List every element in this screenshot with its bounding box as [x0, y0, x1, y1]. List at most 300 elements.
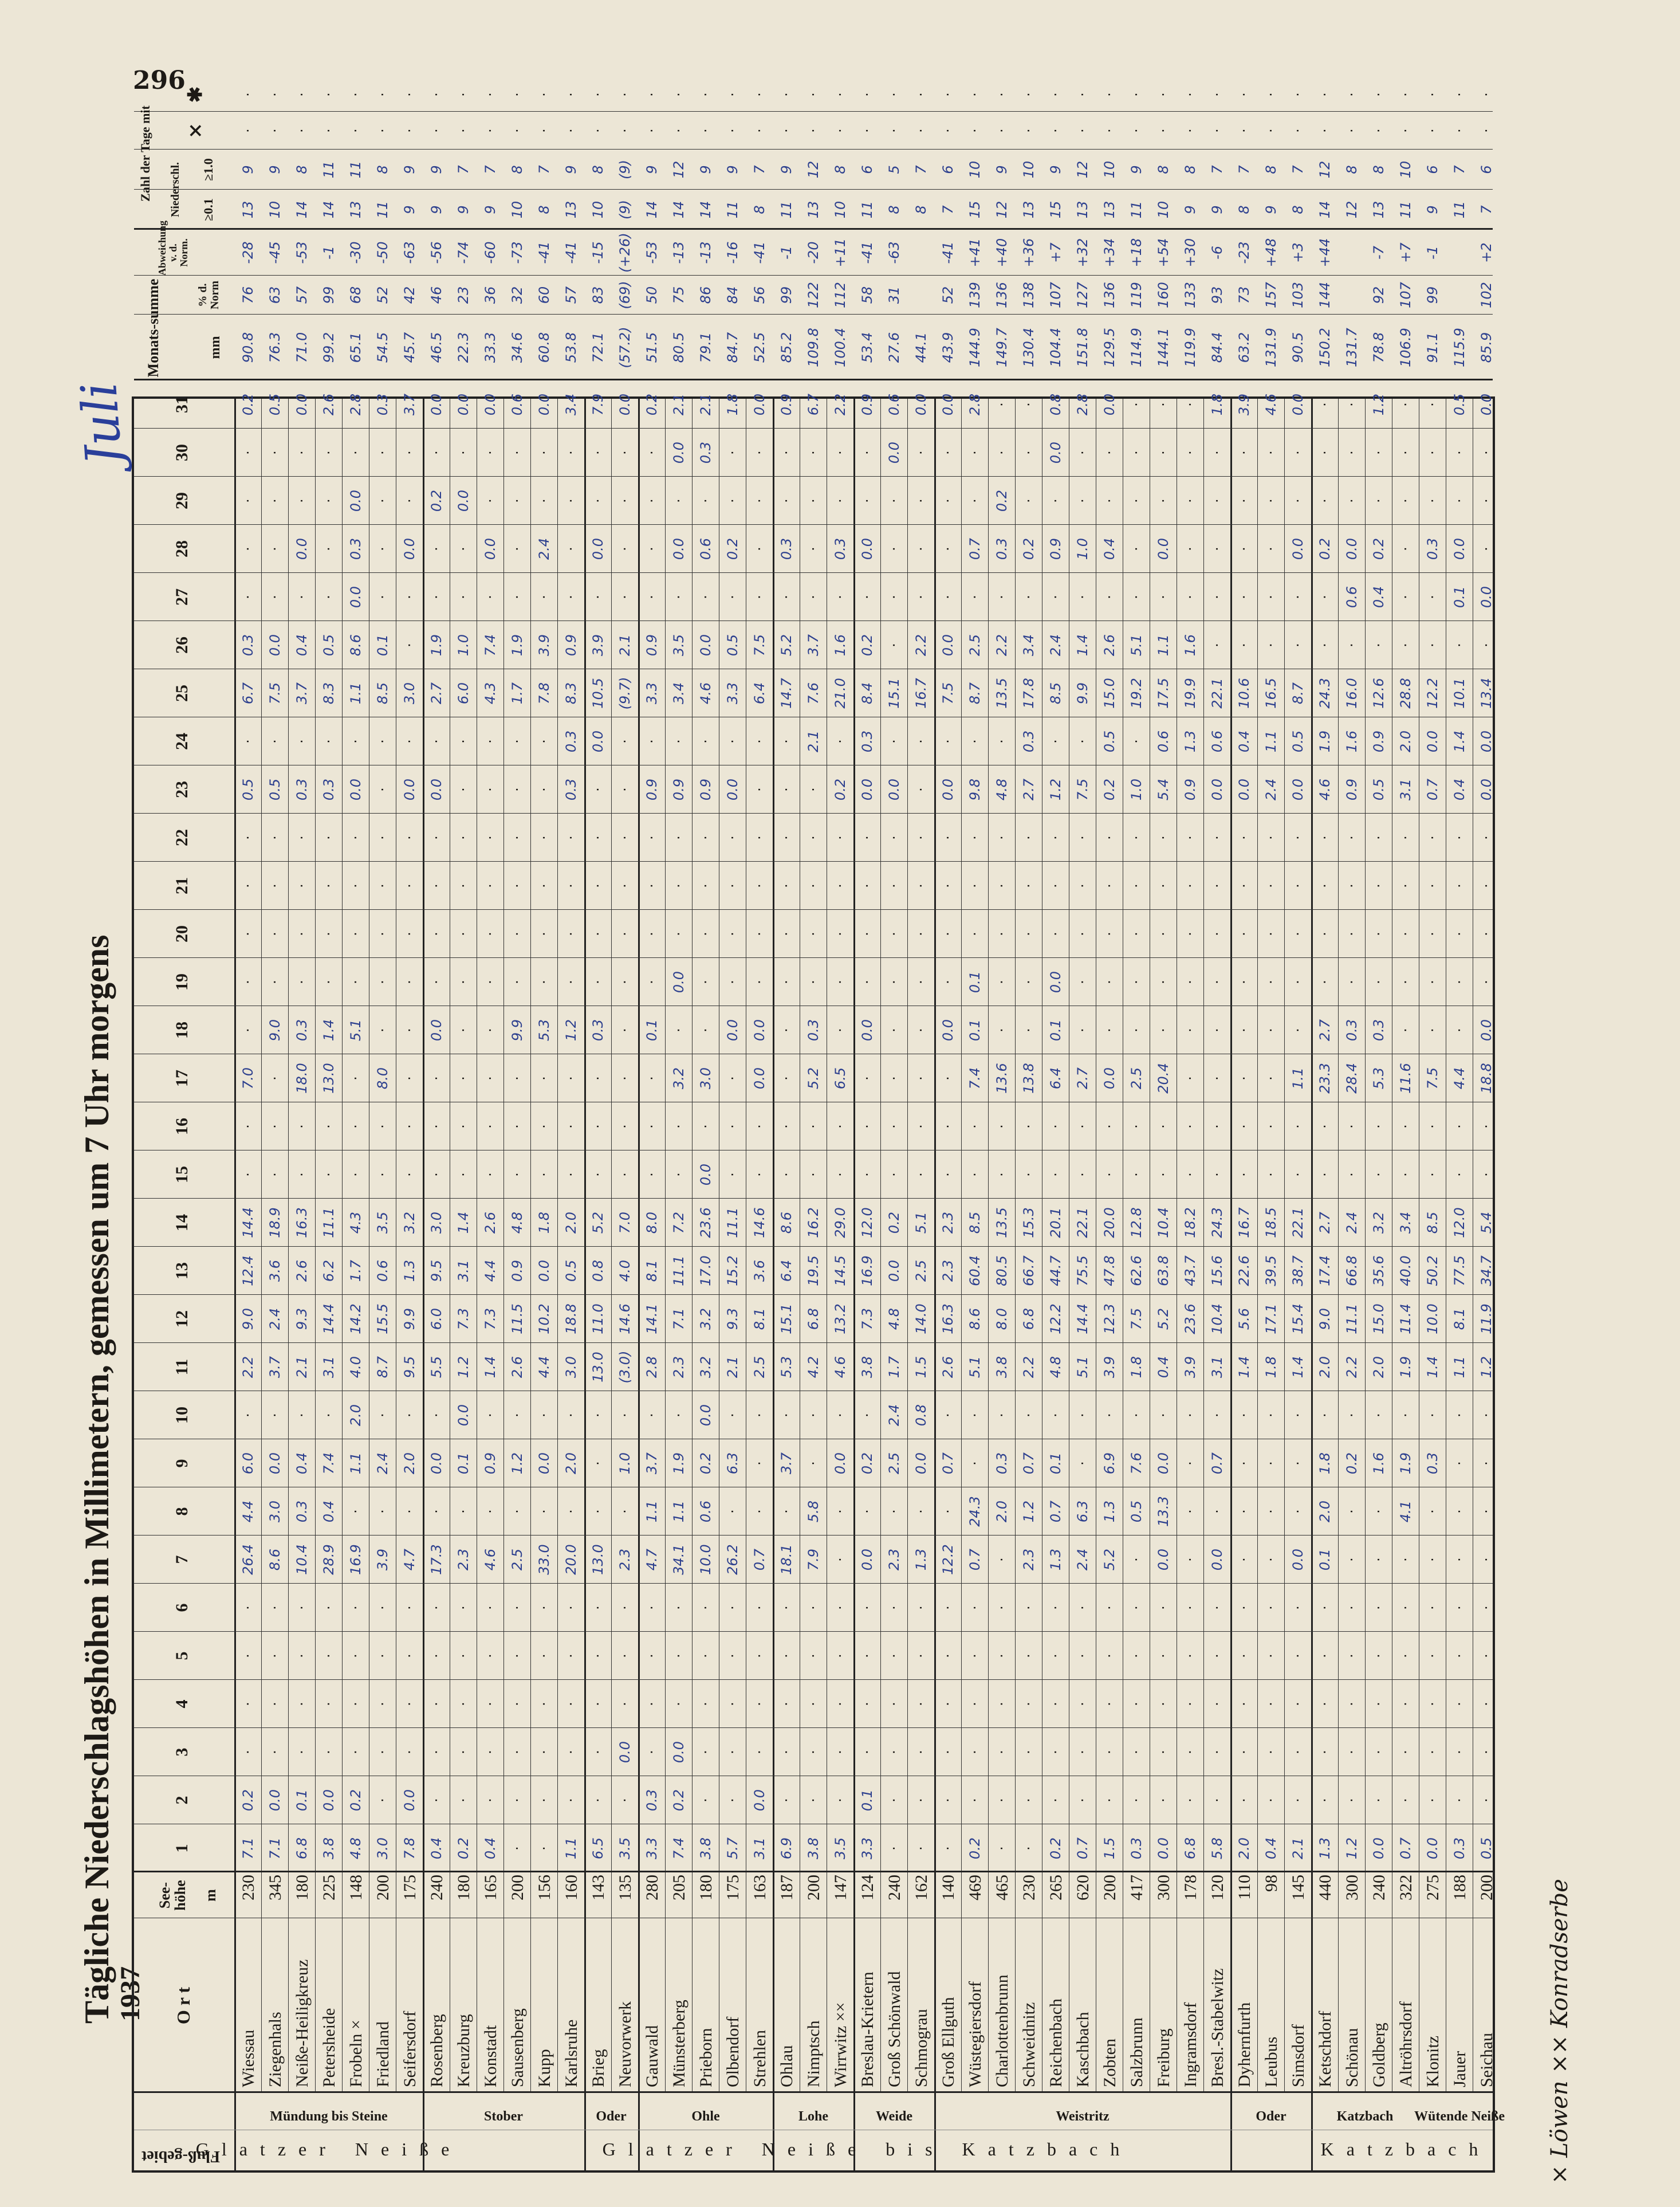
daily-precip-cell: 3.9 — [1236, 393, 1252, 416]
daily-precip-cell: · — [1101, 498, 1118, 503]
daily-precip-cell: · — [859, 883, 875, 888]
daily-precip-cell: 0.3 — [1451, 1837, 1467, 1860]
daily-precip-cell: · — [1182, 1461, 1198, 1466]
daily-precip-cell: · — [778, 932, 794, 936]
daily-precip-cell: · — [1021, 1605, 1037, 1610]
daily-precip-cell: · — [1048, 595, 1064, 599]
station-elevation: 440 — [1316, 1875, 1335, 1900]
daily-precip-cell: 17.1 — [1263, 1303, 1279, 1334]
daily-precip-cell: · — [1425, 1124, 1441, 1129]
station-elevation: 163 — [750, 1875, 769, 1900]
daily-precip-cell: 1.1 — [1155, 634, 1171, 657]
station-name: Schönau — [1343, 2028, 1362, 2087]
daily-precip-cell: · — [913, 739, 929, 744]
month-annotation: Juli — [70, 380, 133, 468]
daily-precip-cell: · — [617, 1702, 633, 1706]
summary-d01-cell: 14 — [294, 201, 310, 219]
daily-precip-cell: 5.1 — [913, 1211, 929, 1234]
station-name: Wirrwitz ×× — [831, 2002, 850, 2087]
daily-precip-cell: · — [1075, 1124, 1091, 1129]
daily-precip-cell: · — [590, 1076, 606, 1081]
daily-precip-cell: 1.9 — [509, 634, 525, 657]
daily-precip-cell: · — [509, 1509, 525, 1514]
daily-precip-cell: · — [698, 1654, 714, 1658]
daily-precip-cell: 20.4 — [1155, 1063, 1171, 1094]
daily-precip-cell: 1.8 — [1128, 1356, 1144, 1379]
daily-precip-cell: 2.6 — [509, 1356, 525, 1379]
daily-precip-cell: · — [455, 883, 471, 888]
daily-precip-cell: · — [240, 1605, 256, 1610]
daily-precip-cell: 0.3 — [294, 1019, 310, 1042]
daily-precip-cell: 0.0 — [1344, 537, 1360, 560]
daily-precip-cell: · — [1317, 932, 1333, 936]
daily-precip-cell: · — [752, 450, 768, 455]
summary-mm-cell: 52.5 — [752, 332, 768, 363]
daily-precip-cell: 3.5 — [617, 1837, 633, 1860]
daily-precip-cell: 0.0 — [321, 1789, 337, 1812]
daily-precip-cell: 0.0 — [402, 1789, 418, 1812]
daily-precip-cell: 2.5 — [509, 1548, 525, 1571]
daily-precip-cell: 4.8 — [348, 1837, 364, 1860]
daily-precip-cell: · — [428, 835, 444, 840]
daily-precip-cell: · — [267, 932, 283, 936]
daily-precip-cell: · — [563, 1750, 579, 1754]
daily-precip-cell: · — [967, 883, 983, 888]
daily-precip-cell: 0.3 — [1371, 1019, 1387, 1042]
daily-precip-cell: · — [1048, 1605, 1064, 1610]
daily-precip-cell: · — [1182, 1413, 1198, 1417]
daily-precip-cell: · — [832, 1702, 848, 1706]
daily-precip-cell: · — [1317, 1654, 1333, 1658]
daily-precip-cell: · — [1182, 547, 1198, 551]
daily-precip-cell: · — [913, 1798, 929, 1802]
daily-precip-cell: · — [886, 1654, 902, 1658]
daily-precip-cell: · — [1209, 498, 1225, 503]
daily-precip-cell: · — [832, 1172, 848, 1177]
station-elevation: 469 — [966, 1875, 985, 1900]
daily-precip-cell: · — [1182, 1654, 1198, 1658]
summary-dev-cell: -1 — [778, 246, 794, 260]
daily-precip-cell: 12.2 — [1048, 1303, 1064, 1334]
daily-precip-cell: 4.7 — [402, 1548, 418, 1571]
daily-precip-cell: · — [428, 1413, 444, 1417]
daily-precip-cell: · — [832, 1413, 848, 1417]
daily-precip-cell: 2.1 — [294, 1356, 310, 1379]
summary-mm-cell: 22.3 — [455, 332, 471, 363]
daily-precip-cell: 0.0 — [455, 489, 471, 512]
daily-precip-cell: · — [725, 1076, 741, 1081]
day-header-12: 12 — [172, 1310, 191, 1328]
daily-precip-cell: 7.8 — [402, 1837, 418, 1860]
station-name: Sausenberg — [508, 2008, 527, 2087]
daily-precip-cell: · — [1128, 1750, 1144, 1754]
daily-precip-cell: 0.0 — [752, 393, 768, 416]
daily-precip-cell: · — [267, 1750, 283, 1754]
daily-precip-cell: 0.3 — [698, 441, 714, 464]
daily-precip-cell: 10.4 — [294, 1544, 310, 1575]
summary-thunder-cell: · — [321, 128, 337, 133]
daily-precip-cell: 1.0 — [1075, 537, 1091, 560]
summary-dev-cell: -56 — [428, 241, 444, 264]
daily-precip-cell: · — [967, 450, 983, 455]
daily-precip-cell: 4.8 — [994, 778, 1010, 801]
daily-precip-cell: · — [1290, 932, 1306, 936]
daily-precip-cell: 0.0 — [940, 778, 956, 801]
daily-precip-cell: 3.4 — [1021, 634, 1037, 657]
daily-precip-cell: · — [1371, 1413, 1387, 1417]
daily-precip-cell: · — [617, 1413, 633, 1417]
daily-precip-cell: 7.4 — [671, 1837, 687, 1860]
daily-precip-cell: 8.1 — [752, 1307, 768, 1330]
sub-river-label: Mündung bis Steine — [269, 2109, 388, 2124]
daily-precip-cell: · — [644, 1654, 660, 1658]
summary-snow-cell: · — [617, 92, 633, 97]
daily-precip-cell: 8.4 — [859, 682, 875, 705]
daily-precip-cell: · — [994, 1798, 1010, 1802]
daily-precip-cell: 14.2 — [348, 1303, 364, 1334]
summary-pct-cell: 86 — [698, 286, 714, 304]
station-elevation: 180 — [293, 1875, 312, 1900]
daily-precip-cell: · — [1425, 883, 1441, 888]
daily-precip-cell: 4.6 — [832, 1356, 848, 1379]
daily-precip-cell: · — [967, 1461, 983, 1466]
daily-precip-cell: 1.1 — [1263, 730, 1279, 753]
daily-precip-cell: 4.4 — [536, 1356, 552, 1379]
daily-precip-cell: · — [1263, 980, 1279, 984]
daily-precip-cell: · — [805, 932, 821, 936]
summary-thunder-cell: · — [1371, 128, 1387, 133]
daily-precip-cell: 7.6 — [1128, 1452, 1144, 1475]
daily-precip-cell: · — [1075, 1750, 1091, 1754]
daily-precip-cell: · — [967, 595, 983, 599]
summary-thunder-cell: · — [1344, 128, 1360, 133]
daily-precip-cell: · — [805, 595, 821, 599]
daily-precip-cell: 0.5 — [1290, 730, 1306, 753]
daily-precip-cell: · — [725, 1702, 741, 1706]
daily-precip-cell: · — [698, 980, 714, 984]
percent-norm-header: % d. Norm — [196, 281, 221, 309]
daily-precip-cell: · — [1048, 883, 1064, 888]
summary-pct-cell: 136 — [994, 282, 1010, 308]
daily-precip-cell: · — [1101, 1605, 1118, 1610]
daily-precip-cell: 0.0 — [1209, 778, 1225, 801]
daily-precip-cell: 0.2 — [1021, 537, 1037, 560]
daily-precip-cell: · — [321, 1750, 337, 1754]
summary-d01-cell: 8 — [752, 205, 768, 214]
summary-pct-cell: 107 — [1398, 282, 1414, 308]
summary-d01-cell: 11 — [778, 201, 794, 219]
daily-precip-cell: 1.7 — [348, 1259, 364, 1282]
daily-precip-cell: · — [967, 498, 983, 503]
daily-precip-cell: · — [1236, 883, 1252, 888]
summary-d10-cell: 7 — [482, 165, 498, 174]
daily-precip-cell: 11.6 — [1398, 1063, 1414, 1094]
daily-precip-cell: · — [1478, 1654, 1494, 1658]
daily-precip-cell: 6.0 — [455, 682, 471, 705]
daily-precip-cell: · — [994, 450, 1010, 455]
daily-precip-cell: 3.8 — [698, 1837, 714, 1860]
daily-precip-cell: · — [482, 932, 498, 936]
summary-thunder-cell: · — [725, 128, 741, 133]
daily-precip-cell: 7.3 — [859, 1307, 875, 1330]
daily-precip-cell: 22.6 — [1236, 1255, 1252, 1286]
daily-precip-cell: 8.6 — [348, 634, 364, 657]
day-header-31: 31 — [172, 396, 191, 413]
station-name: Reichenbach — [1046, 1998, 1065, 2087]
daily-precip-cell: · — [1290, 980, 1306, 984]
daily-precip-cell: · — [1290, 1702, 1306, 1706]
daily-precip-cell: 0.0 — [913, 393, 929, 416]
daily-precip-cell: 60.4 — [967, 1255, 983, 1286]
daily-precip-cell: · — [617, 1076, 633, 1081]
station-name: Salzbrunn — [1127, 2017, 1146, 2087]
daily-precip-cell: · — [1263, 547, 1279, 551]
summary-thunder-cell: · — [1425, 128, 1441, 133]
summary-snow-cell: · — [698, 92, 714, 97]
summary-d01-cell: 9 — [1263, 205, 1279, 214]
summary-pct-cell: 46 — [428, 286, 444, 304]
daily-precip-cell: 1.8 — [1317, 1452, 1333, 1475]
daily-precip-cell: · — [455, 1605, 471, 1610]
daily-precip-cell: · — [859, 1413, 875, 1417]
daily-precip-cell: · — [402, 883, 418, 888]
station-elevation: 180 — [454, 1875, 473, 1900]
daily-precip-cell: · — [913, 1702, 929, 1706]
daily-precip-cell: · — [536, 835, 552, 840]
daily-precip-cell: 0.0 — [1290, 393, 1306, 416]
summary-pct-cell: 133 — [1182, 282, 1198, 308]
daily-precip-cell: 2.6 — [321, 393, 337, 416]
daily-precip-cell: · — [886, 1076, 902, 1081]
daily-precip-cell: 16.9 — [348, 1544, 364, 1575]
daily-precip-cell: 0.6 — [1344, 586, 1360, 608]
header-rule — [234, 399, 236, 2170]
summary-d10-cell: 7 — [913, 165, 929, 174]
daily-precip-cell: · — [563, 1798, 579, 1802]
daily-precip-cell: · — [1290, 1028, 1306, 1032]
daily-precip-cell: · — [1021, 1798, 1037, 1802]
daily-precip-cell: · — [1075, 1172, 1091, 1177]
daily-precip-cell: · — [913, 1172, 929, 1177]
daily-precip-cell: 0.0 — [832, 1452, 848, 1475]
summary-snow-cell: · — [1101, 92, 1118, 97]
summary-thunder-cell: · — [536, 128, 552, 133]
daily-precip-cell: · — [1182, 1028, 1198, 1032]
daily-precip-cell: · — [1478, 1798, 1494, 1802]
daily-precip-cell: · — [617, 1028, 633, 1032]
daily-precip-cell: 28.8 — [1398, 678, 1414, 709]
daily-precip-cell: 0.0 — [590, 730, 606, 753]
summary-snow-cell: · — [859, 92, 875, 97]
daily-precip-cell: · — [1451, 1654, 1467, 1658]
station-name: Frobeln × — [347, 2020, 365, 2087]
daily-precip-cell: 3.5 — [671, 634, 687, 657]
daily-precip-cell: 11.1 — [725, 1207, 741, 1238]
daily-precip-cell: · — [671, 595, 687, 599]
daily-precip-cell: · — [375, 1413, 391, 1417]
summary-d01-cell: 10 — [590, 201, 606, 219]
daily-precip-cell: · — [644, 498, 660, 503]
daily-precip-cell: 6.5 — [832, 1067, 848, 1090]
daily-precip-cell: · — [1128, 595, 1144, 599]
summary-snow-cell: · — [455, 92, 471, 97]
daily-precip-cell: 3.4 — [1398, 1211, 1414, 1234]
daily-precip-cell: · — [1155, 1028, 1171, 1032]
summary-dev-cell: -7 — [1371, 246, 1387, 260]
daily-precip-cell: 2.0 — [348, 1404, 364, 1427]
daily-precip-cell: · — [1021, 932, 1037, 936]
daily-precip-cell: · — [240, 739, 256, 744]
summary-d10-cell: 6 — [1425, 165, 1441, 174]
daily-precip-cell: · — [563, 883, 579, 888]
daily-precip-cell: 0.9 — [644, 778, 660, 801]
daily-precip-cell: 13.0 — [321, 1063, 337, 1094]
daily-precip-cell: 4.6 — [1263, 393, 1279, 416]
daily-precip-cell: · — [805, 883, 821, 888]
summary-dev-cell: -41 — [940, 241, 956, 264]
daily-precip-cell: 2.6 — [1101, 634, 1118, 657]
daily-precip-cell: · — [1451, 1124, 1467, 1129]
station-name: Jauer — [1450, 2051, 1469, 2087]
summary-snow-cell: · — [590, 92, 606, 97]
daily-precip-cell: 1.2 — [1478, 1356, 1494, 1379]
daily-precip-cell: · — [778, 1413, 794, 1417]
daily-precip-cell: · — [455, 980, 471, 984]
daily-precip-cell: · — [563, 1654, 579, 1658]
daily-precip-cell: 24.3 — [1317, 678, 1333, 709]
daily-precip-cell: 0.5 — [1371, 778, 1387, 801]
summary-dev-cell: -13 — [671, 241, 687, 264]
daily-precip-cell: · — [1263, 595, 1279, 599]
daily-precip-cell: 9.3 — [725, 1307, 741, 1330]
station-name: Ingramsdorf — [1181, 2002, 1200, 2087]
daily-precip-cell: · — [482, 1654, 498, 1658]
daily-precip-cell: · — [428, 1509, 444, 1514]
daily-precip-cell: 7.0 — [240, 1067, 256, 1090]
daily-precip-cell: 2.3 — [940, 1211, 956, 1234]
daily-precip-cell: · — [321, 1413, 337, 1417]
daily-precip-cell: 1.4 — [1290, 1356, 1306, 1379]
daily-precip-cell: 5.3 — [1371, 1067, 1387, 1090]
daily-precip-cell: · — [1236, 1028, 1252, 1032]
summary-snow-cell: · — [375, 92, 391, 97]
daily-precip-cell: 0.7 — [1425, 778, 1441, 801]
daily-precip-cell: · — [348, 739, 364, 744]
summary-thunder-cell: · — [375, 128, 391, 133]
daily-precip-cell: 8.7 — [1290, 682, 1306, 705]
daily-precip-cell: 8.7 — [967, 682, 983, 705]
daily-precip-cell: · — [1155, 1750, 1171, 1754]
daily-precip-cell: · — [1344, 835, 1360, 840]
daily-precip-cell: 2.0 — [402, 1452, 418, 1475]
daily-precip-cell: 28.4 — [1344, 1063, 1360, 1094]
daily-precip-cell: · — [886, 643, 902, 647]
daily-precip-cell: · — [1451, 1605, 1467, 1610]
daily-precip-cell: · — [752, 547, 768, 551]
daily-precip-cell: · — [536, 787, 552, 792]
daily-precip-cell: · — [832, 739, 848, 744]
day-header-6: 6 — [172, 1603, 191, 1612]
daily-precip-cell: 0.0 — [913, 1452, 929, 1475]
daily-precip-cell: · — [1236, 450, 1252, 455]
daily-precip-cell: · — [1101, 595, 1118, 599]
daily-precip-cell: 0.7 — [1075, 1837, 1091, 1860]
daily-precip-cell: · — [725, 450, 741, 455]
daily-precip-cell: 12.3 — [1101, 1303, 1118, 1334]
daily-precip-cell: · — [940, 498, 956, 503]
daily-precip-cell: · — [1344, 1798, 1360, 1802]
summary-d01-cell: 9 — [1182, 205, 1198, 214]
daily-precip-cell: · — [375, 1750, 391, 1754]
daily-precip-cell: · — [967, 1750, 983, 1754]
daily-precip-cell: · — [428, 1798, 444, 1802]
daily-precip-cell: 50.2 — [1425, 1255, 1441, 1286]
daily-precip-cell: · — [1128, 1124, 1144, 1129]
daily-precip-cell: · — [725, 739, 741, 744]
daily-precip-cell: 0.0 — [1478, 393, 1494, 416]
daily-precip-cell: 5.5 — [428, 1356, 444, 1379]
daily-precip-cell: · — [778, 1654, 794, 1658]
day-header-11: 11 — [172, 1358, 191, 1376]
daily-precip-cell: · — [1398, 547, 1414, 551]
summary-dev-cell: -63 — [886, 241, 902, 264]
daily-precip-cell: 3.5 — [375, 1211, 391, 1234]
daily-precip-cell: · — [1101, 450, 1118, 455]
daily-precip-cell: · — [1101, 1172, 1118, 1177]
station-name: Karlsruhe — [562, 2019, 581, 2087]
daily-precip-cell: · — [1425, 1654, 1441, 1658]
summary-dev-cell: -23 — [1236, 241, 1252, 264]
daily-precip-cell: 1.9 — [1398, 1452, 1414, 1475]
daily-precip-cell: · — [1075, 450, 1091, 455]
summary-d10-cell: 7 — [1290, 165, 1306, 174]
daily-precip-cell: 0.3 — [590, 1019, 606, 1042]
station-elevation: 178 — [1181, 1875, 1200, 1900]
summary-dev-cell: -1 — [321, 246, 337, 260]
summary-pct-cell: (69) — [617, 281, 633, 309]
daily-precip-cell: · — [1021, 1172, 1037, 1177]
daily-precip-cell: (9.7) — [617, 677, 633, 710]
daily-precip-cell: · — [375, 883, 391, 888]
daily-precip-cell: 0.1 — [1048, 1019, 1064, 1042]
daily-precip-cell: · — [1290, 883, 1306, 888]
daily-precip-cell: · — [267, 450, 283, 455]
summary-dev-cell: -73 — [509, 241, 525, 264]
daily-precip-cell: 2.2 — [240, 1356, 256, 1379]
daily-precip-cell: 0.3 — [994, 1452, 1010, 1475]
daily-precip-cell: 0.1 — [967, 971, 983, 993]
daily-precip-cell: · — [321, 1172, 337, 1177]
daily-precip-cell: · — [590, 595, 606, 599]
station-name: Leubus — [1262, 2036, 1281, 2087]
daily-precip-cell: 0.7 — [967, 1548, 983, 1571]
daily-precip-cell: 2.3 — [886, 1548, 902, 1571]
daily-precip-cell: 0.1 — [967, 1019, 983, 1042]
daily-precip-cell: · — [1236, 643, 1252, 647]
summary-snow-cell: · — [1075, 92, 1091, 97]
daily-precip-cell: · — [617, 739, 633, 744]
daily-precip-cell: 0.4 — [321, 1500, 337, 1523]
station-elevation: 230 — [1020, 1875, 1038, 1900]
summary-d10-cell: 8 — [590, 165, 606, 174]
daily-precip-cell: 0.3 — [1128, 1837, 1144, 1860]
daily-precip-cell: · — [348, 1172, 364, 1177]
daily-precip-cell: · — [886, 595, 902, 599]
rotated-sheet — [0, 86, 1680, 2207]
daily-precip-cell: · — [994, 1750, 1010, 1754]
summary-pct-cell: 107 — [1048, 282, 1064, 308]
station-name: Simsdorf — [1289, 2024, 1308, 2087]
